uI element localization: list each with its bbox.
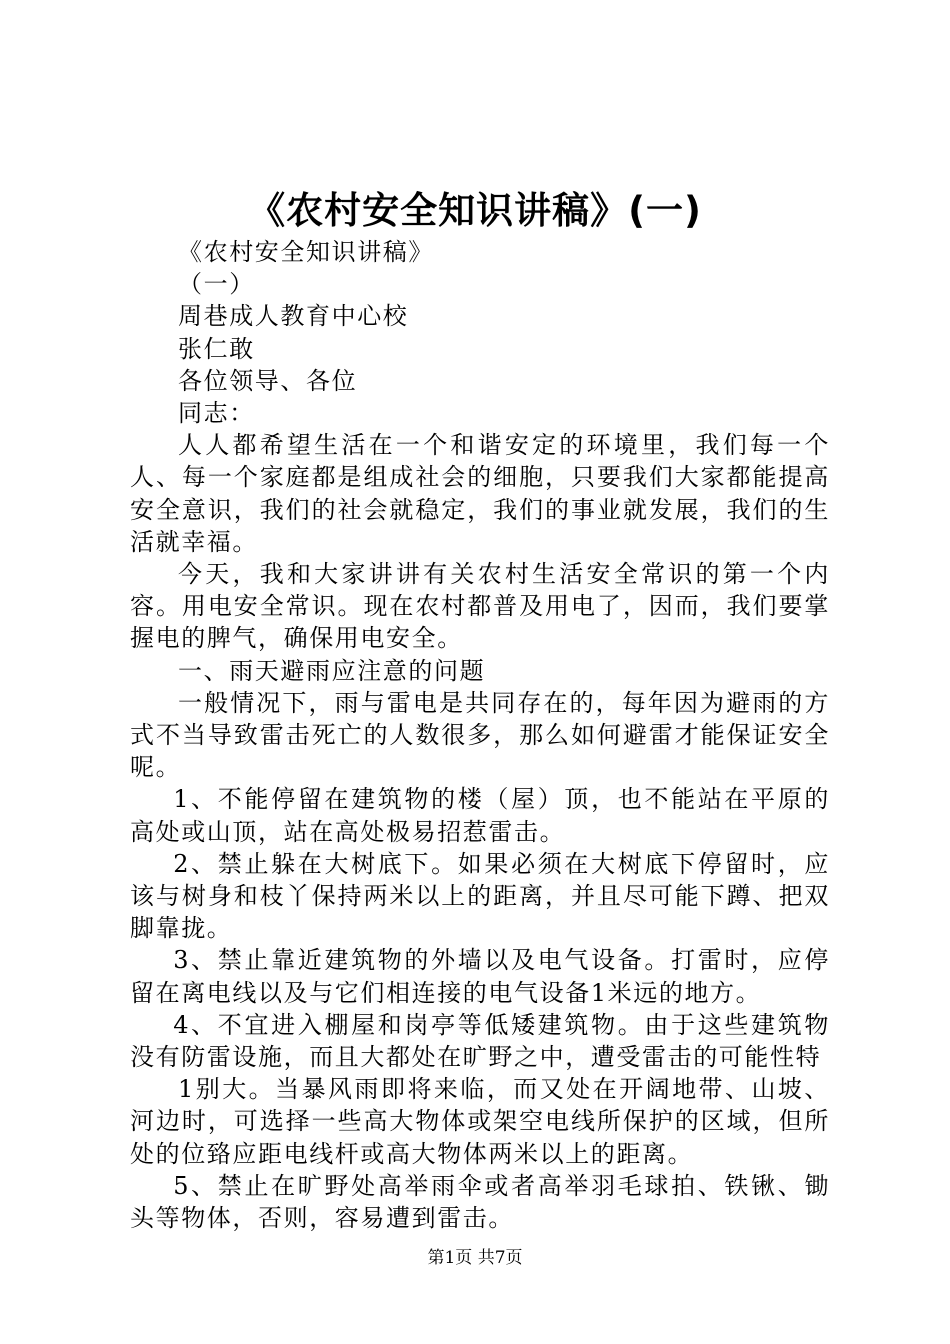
page-footer: 第1页 共7页 bbox=[427, 1248, 523, 1268]
paragraph-item-4-continued: 1别大。当暴风雨即将来临，而又处在开阔地带、山坡、河边时，可选择一些高大物体或架空电线所保护的区域，但所处的位臵应距电线杆或高大物体两米以上的距离。 bbox=[130, 1075, 830, 1168]
paragraph-organization: 周巷成人教育中心校 bbox=[178, 302, 409, 331]
paragraph-item-3: 3、禁止靠近建筑物的外墙以及电气设备。打雷时，应停留在离电线以及与它们相连接的电气设备1米远的地方。 bbox=[130, 946, 830, 1007]
paragraph-item-4: 4、不宜进入棚屋和岗亭等低矮建筑物。由于这些建筑物没有防雷设施，而且大都处在旷野之中，遭受雷击的可能性特 bbox=[130, 1010, 830, 1072]
paragraph-item-2: 2、禁止躲在大树底下。如果必须在大树底下停留时，应该与树身和枝丫保持两米以上的距离，并且尽可能下蹲、把双脚靠拢。 bbox=[130, 849, 830, 943]
paragraph-item-5: 5、禁止在旷野处高举雨伞或者高举羽毛球拍、铁锹、锄头等物体，否则，容易遭到雷击。 bbox=[130, 1171, 830, 1233]
paragraph-item-1: 1、不能停留在建筑物的楼（屋）顶，也不能站在平原的高处或山顶，站在高处极易招惹雷击。 bbox=[130, 785, 830, 846]
paragraph-intro: 人人都希望生活在一个和谐安定的环境里，我们每一个人、每一个家庭都是组成社会的细胞，只要我们大家都能提高安全意识，我们的社会就稳定，我们的事业就发展，我们的生活就幸福。 bbox=[130, 431, 830, 556]
paragraph-author: 张仁敢 bbox=[178, 334, 255, 363]
paragraph-topic: 今天，我和大家讲讲有关农村生活安全常识的第一个内容。用电安全常识。现在农村都普及用电了，因而，我们要掌握电的脾气，确保用电安全。 bbox=[130, 560, 830, 653]
paragraph-part-number: （一） bbox=[178, 270, 255, 299]
paragraph-lightning-intro: 一般情况下，雨与雷电是共同存在的，每年因为避雨的方式不当导致雷击死亡的人数很多，那么如何避雷才能保证安全呢。 bbox=[130, 688, 830, 782]
paragraph-greeting-end: 同志： bbox=[178, 399, 255, 428]
document-body bbox=[130, 236, 830, 1234]
document-title: 《农村安全知识讲稿》(一) bbox=[248, 189, 702, 232]
paragraph-greeting: 各位领导、各位 bbox=[178, 366, 358, 395]
paragraph-heading-1: 一、雨天避雨应注意的问题 bbox=[178, 656, 486, 685]
paragraph-subtitle: 《农村安全知识讲稿》 bbox=[178, 238, 434, 266]
